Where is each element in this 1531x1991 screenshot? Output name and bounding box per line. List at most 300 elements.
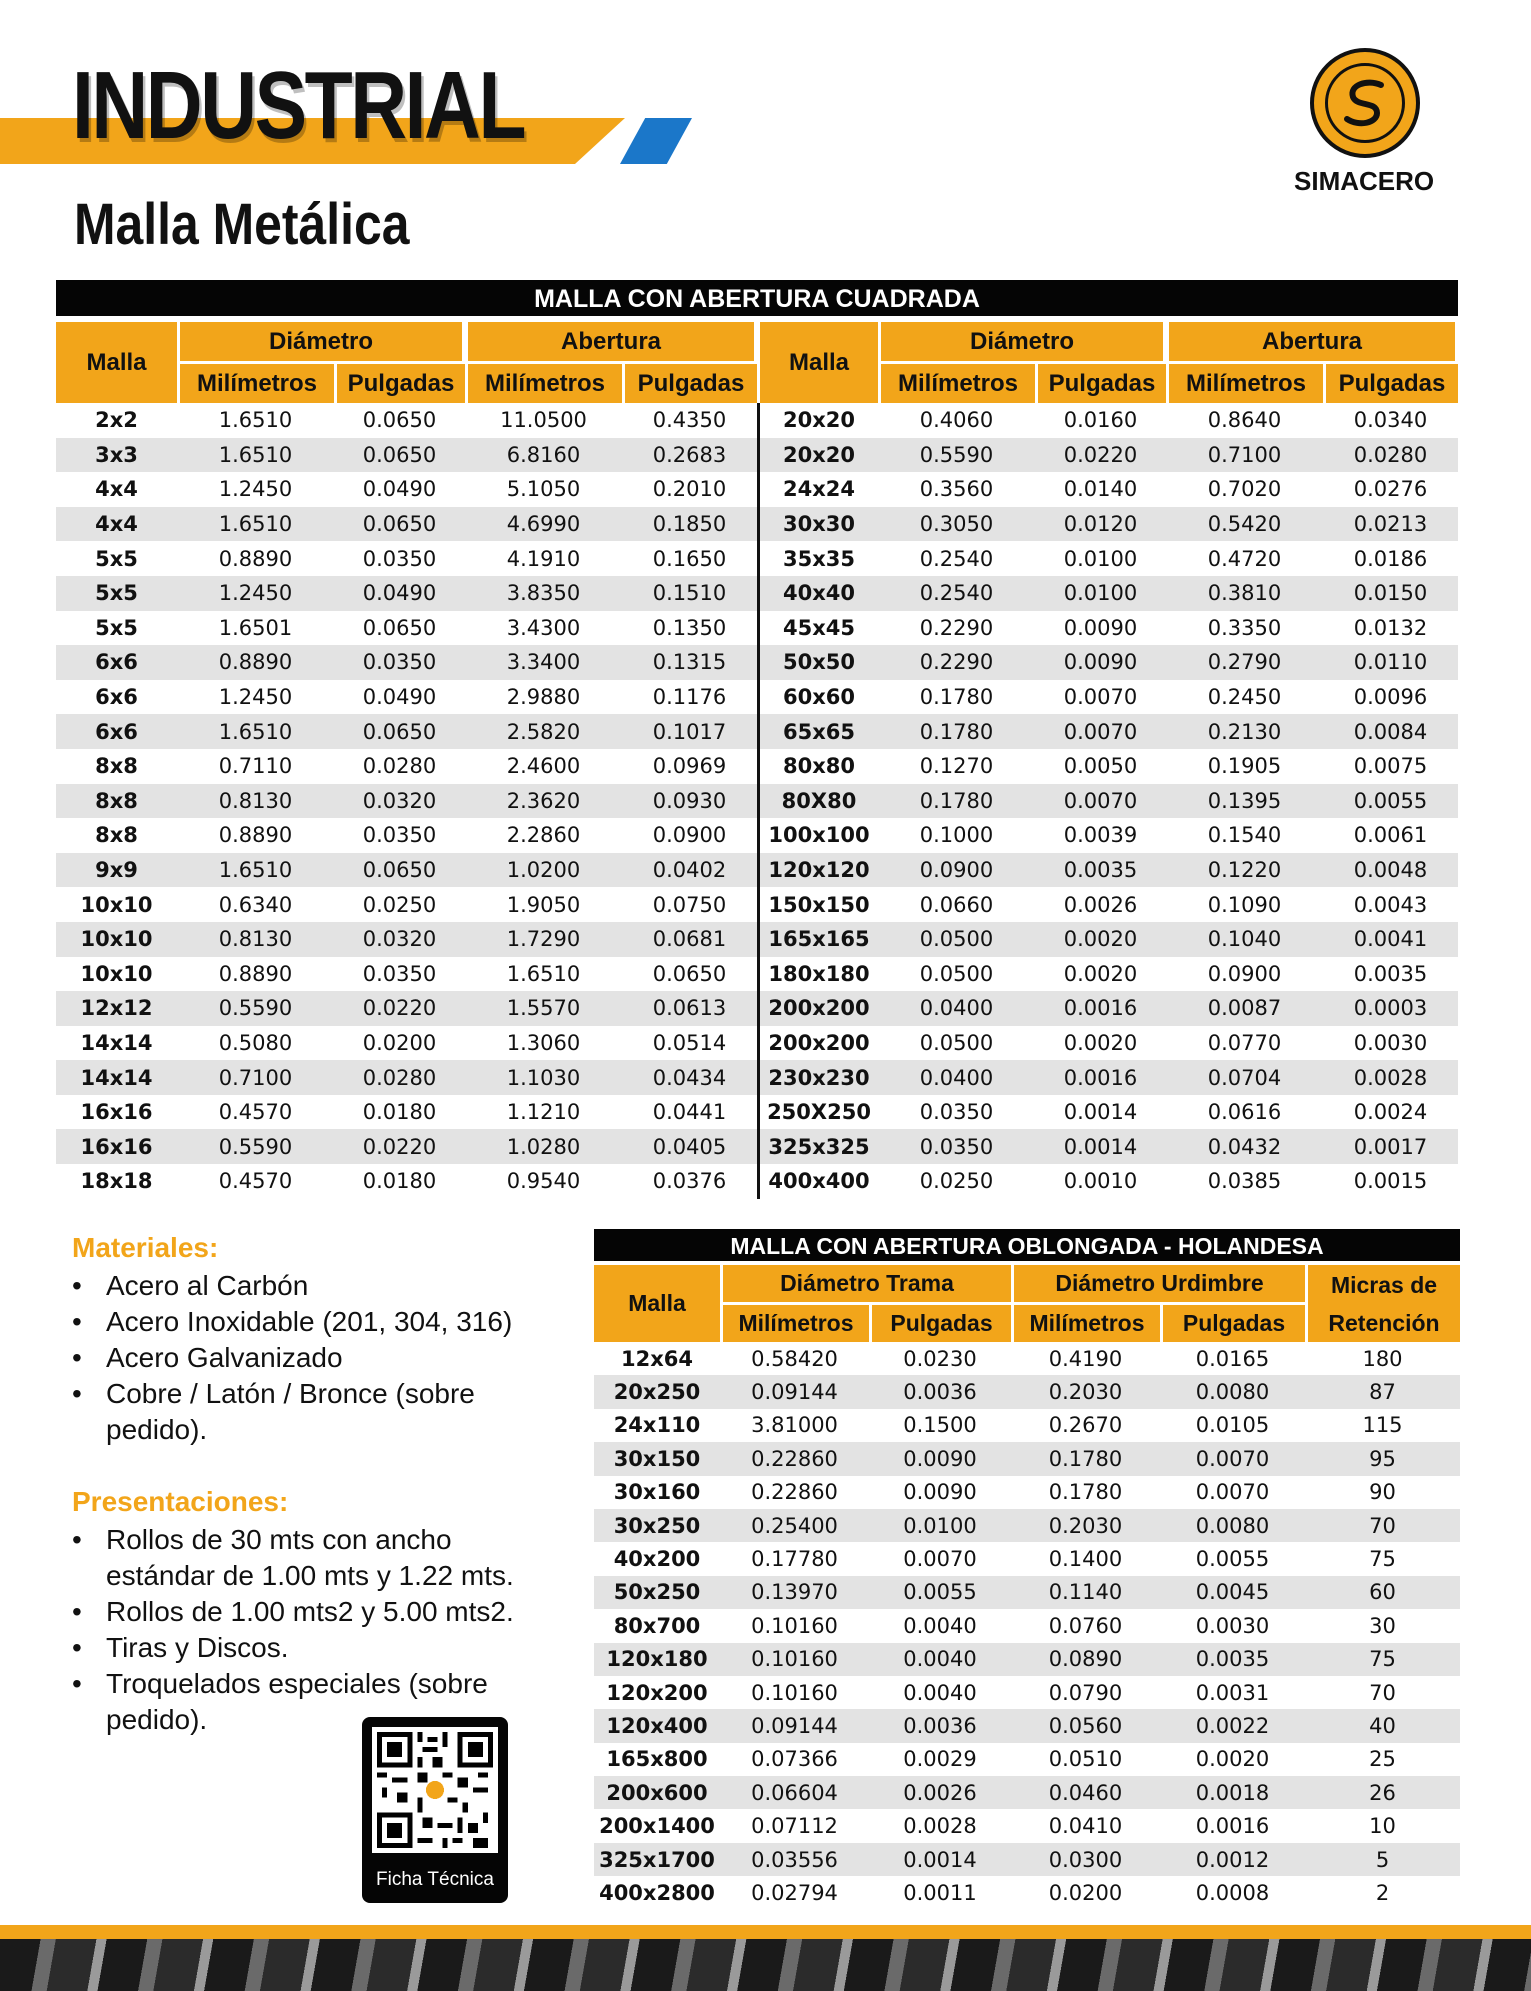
value-cell: 0.7100 bbox=[1166, 438, 1323, 473]
value-cell: 0.1395 bbox=[1166, 784, 1323, 819]
value-cell: 0.0014 bbox=[1035, 1129, 1166, 1164]
value-cell: 0.0180 bbox=[362, 1169, 437, 1194]
oblong-mesh-table bbox=[594, 1265, 1460, 1910]
list-item: • Acero al Carbón bbox=[72, 1268, 552, 1304]
value-cell: 0.2683 bbox=[622, 438, 757, 473]
table-row bbox=[56, 472, 1458, 507]
value-cell: 0.0031 bbox=[1195, 1680, 1270, 1705]
value-cell: 0.0165 bbox=[1195, 1346, 1270, 1371]
table-row bbox=[56, 991, 1458, 1026]
header-mm: Milímetros bbox=[177, 364, 334, 403]
mesh-cell: 120x180 bbox=[594, 1643, 720, 1676]
mesh-cell: 10x10 bbox=[80, 892, 153, 917]
value-cell: 0.0096 bbox=[1353, 685, 1428, 710]
value-cell: 0.0350 bbox=[878, 1129, 1035, 1164]
value-cell: 0.0036 bbox=[869, 1375, 1011, 1408]
value-cell: 0.8130 bbox=[177, 784, 334, 819]
value-cell: 0.0048 bbox=[1323, 853, 1458, 888]
value-cell: 0.0650 bbox=[362, 615, 437, 640]
value-cell: 25 bbox=[1369, 1747, 1396, 1772]
mesh-cell: 120x120 bbox=[757, 853, 878, 888]
value-cell: 0.1040 bbox=[1166, 922, 1323, 957]
value-cell: 0.0790 bbox=[1048, 1680, 1123, 1705]
value-cell: 0.0070 bbox=[1160, 1442, 1305, 1475]
value-cell: 0.0026 bbox=[1063, 892, 1138, 917]
oblong-table-title: MALLA CON ABERTURA OBLONGADA - HOLANDESA bbox=[594, 1229, 1460, 1261]
value-cell: 0.09144 bbox=[720, 1709, 869, 1742]
value-cell: 0.0900 bbox=[1207, 961, 1282, 986]
value-cell: 0.0070 bbox=[1035, 714, 1166, 749]
mesh-cell: 9x9 bbox=[56, 853, 177, 888]
brand-name: SIMACERO bbox=[1294, 166, 1435, 196]
mesh-cell: 100x100 bbox=[757, 818, 878, 853]
value-cell: 0.2790 bbox=[1166, 645, 1323, 680]
mesh-cell: 12x12 bbox=[56, 991, 177, 1026]
value-cell: 87 bbox=[1305, 1375, 1460, 1408]
value-cell: 0.0750 bbox=[652, 892, 727, 917]
value-cell: 0.2540 bbox=[878, 576, 1035, 611]
mesh-cell: 80x80 bbox=[757, 749, 878, 784]
table-row bbox=[56, 1026, 1458, 1061]
value-cell: 0.0410 bbox=[1048, 1814, 1123, 1839]
table-row bbox=[56, 784, 1458, 819]
value-cell: 0.0026 bbox=[869, 1776, 1011, 1809]
table-row bbox=[56, 887, 1458, 922]
value-cell: 1.7290 bbox=[465, 922, 622, 957]
header-mm: Milímetros bbox=[720, 1305, 869, 1342]
list-item: • Rollos de 30 mts con ancho estándar de 1.00 mts y 1.22 mts. bbox=[72, 1522, 552, 1594]
value-cell: 0.0090 bbox=[1063, 615, 1138, 640]
value-cell: 0.1780 bbox=[878, 714, 1035, 749]
value-cell: 0.2670 bbox=[1048, 1413, 1123, 1438]
value-cell: 0.0490 bbox=[362, 685, 437, 710]
mesh-cell: 45x45 bbox=[757, 611, 878, 646]
value-cell: 0.0010 bbox=[1063, 1169, 1138, 1194]
value-cell: 0.0150 bbox=[1323, 576, 1458, 611]
value-cell: 0.0016 bbox=[1195, 1814, 1270, 1839]
value-cell: 0.0043 bbox=[1353, 892, 1428, 917]
value-cell: 0.0500 bbox=[919, 1030, 994, 1055]
value-cell: 95 bbox=[1305, 1442, 1460, 1475]
table-row bbox=[594, 1809, 1460, 1842]
table-row bbox=[56, 922, 1458, 957]
value-cell: 3.4300 bbox=[506, 615, 581, 640]
value-cell: 0.0016 bbox=[1035, 991, 1166, 1026]
mesh-cell: 10x10 bbox=[80, 961, 153, 986]
table-row bbox=[56, 853, 1458, 888]
value-cell: 0.2450 bbox=[1207, 685, 1282, 710]
mesh-cell: 80X80 bbox=[757, 784, 878, 819]
header-abertura: Abertura bbox=[465, 322, 757, 364]
value-cell: 0.0560 bbox=[1011, 1709, 1160, 1742]
page-title: INDUSTRIAL bbox=[72, 52, 525, 159]
value-cell: 0.0028 bbox=[903, 1814, 977, 1839]
value-cell: 0.0704 bbox=[1166, 1060, 1323, 1095]
value-cell: 0.1780 bbox=[1011, 1442, 1160, 1475]
value-cell: 1.9050 bbox=[506, 892, 581, 917]
value-cell: 0.0500 bbox=[919, 961, 994, 986]
materiales-list bbox=[72, 1268, 552, 1448]
mesh-cell: 50x50 bbox=[757, 645, 878, 680]
table-row bbox=[594, 1542, 1460, 1575]
value-cell: 0.5420 bbox=[1166, 507, 1323, 542]
value-cell: 4.6990 bbox=[465, 507, 622, 542]
value-cell: 0.1780 bbox=[919, 685, 994, 710]
value-cell: 0.0100 bbox=[1035, 576, 1166, 611]
mesh-cell: 20x250 bbox=[594, 1375, 720, 1408]
table-row bbox=[594, 1709, 1460, 1742]
table-row bbox=[594, 1676, 1460, 1709]
value-cell: 0.0035 bbox=[1035, 853, 1166, 888]
value-cell: 70 bbox=[1305, 1509, 1460, 1542]
value-cell: 0.5590 bbox=[878, 438, 1035, 473]
value-cell: 0.1315 bbox=[622, 645, 757, 680]
value-cell: 0.0514 bbox=[652, 1030, 727, 1055]
mesh-cell: 10x10 bbox=[56, 922, 177, 957]
value-cell: 0.1000 bbox=[919, 823, 994, 848]
mesh-cell: 200x600 bbox=[594, 1776, 720, 1809]
value-cell: 0.8890 bbox=[218, 546, 293, 571]
value-cell: 0.1220 bbox=[1166, 853, 1323, 888]
value-cell: 0.0650 bbox=[362, 408, 437, 433]
value-cell: 0.0090 bbox=[869, 1442, 1011, 1475]
value-cell: 0.1270 bbox=[919, 754, 994, 779]
header-in: Pulgadas bbox=[1160, 1305, 1305, 1342]
value-cell: 0.0040 bbox=[869, 1643, 1011, 1676]
value-cell: 0.0020 bbox=[1063, 961, 1138, 986]
value-cell: 0.1540 bbox=[1207, 823, 1282, 848]
header-in: Pulgadas bbox=[869, 1305, 1011, 1342]
mesh-cell: 400x400 bbox=[757, 1164, 878, 1199]
value-cell: 0.2290 bbox=[919, 615, 994, 640]
mesh-cell: 12x64 bbox=[621, 1346, 693, 1371]
value-cell: 0.7020 bbox=[1207, 477, 1282, 502]
table-row bbox=[56, 957, 1458, 992]
value-cell: 0.0022 bbox=[1160, 1709, 1305, 1742]
value-cell: 0.10160 bbox=[720, 1643, 869, 1676]
value-cell: 0.2010 bbox=[652, 477, 727, 502]
mesh-cell: 6x6 bbox=[95, 685, 138, 710]
value-cell: 0.0432 bbox=[1166, 1129, 1323, 1164]
value-cell: 0.0080 bbox=[1160, 1509, 1305, 1542]
value-cell: 0.0770 bbox=[1207, 1030, 1282, 1055]
mesh-cell: 200x1400 bbox=[599, 1814, 715, 1839]
value-cell: 0.0650 bbox=[652, 961, 727, 986]
mesh-cell: 65x65 bbox=[757, 714, 878, 749]
table-row bbox=[56, 645, 1458, 680]
value-cell: 0.0040 bbox=[903, 1680, 977, 1705]
mesh-cell: 24x110 bbox=[613, 1413, 701, 1438]
mesh-cell: 3x3 bbox=[56, 438, 177, 473]
value-cell: 0.0087 bbox=[1166, 991, 1323, 1026]
value-cell: 0.0220 bbox=[334, 1129, 465, 1164]
list-item: • Rollos de 1.00 mts2 y 5.00 mts2. bbox=[72, 1594, 552, 1630]
value-cell: 0.0500 bbox=[878, 922, 1035, 957]
mesh-cell: 200x200 bbox=[757, 991, 878, 1026]
mesh-cell: 8x8 bbox=[95, 754, 138, 779]
value-cell: 0.0055 bbox=[1195, 1547, 1270, 1572]
simacero-logo-icon bbox=[1310, 48, 1420, 158]
table-row bbox=[594, 1743, 1460, 1776]
value-cell: 0.0035 bbox=[1160, 1643, 1305, 1676]
table-row bbox=[56, 438, 1458, 473]
value-cell: 0.0220 bbox=[334, 991, 465, 1026]
value-cell: 0.0070 bbox=[903, 1547, 977, 1572]
value-cell: 0.0890 bbox=[1011, 1643, 1160, 1676]
value-cell: 0.0045 bbox=[1160, 1576, 1305, 1609]
value-cell: 0.0017 bbox=[1323, 1129, 1458, 1164]
value-cell: 0.4570 bbox=[218, 1100, 293, 1125]
value-cell: 0.0340 bbox=[1353, 408, 1428, 433]
value-cell: 2.4600 bbox=[506, 754, 581, 779]
value-cell: 2.2860 bbox=[506, 823, 581, 848]
value-cell: 0.2130 bbox=[1166, 714, 1323, 749]
mesh-cell: 6x6 bbox=[56, 714, 177, 749]
value-cell: 0.06604 bbox=[720, 1776, 869, 1809]
table-row bbox=[56, 611, 1458, 646]
table-row bbox=[56, 507, 1458, 542]
header-abertura: Abertura bbox=[1166, 322, 1458, 364]
list-item: • Troquelados especiales (sobre pedido). bbox=[72, 1666, 552, 1738]
value-cell: 0.1905 bbox=[1207, 754, 1282, 779]
header-malla: Malla bbox=[594, 1265, 720, 1342]
mesh-cell: 16x16 bbox=[56, 1129, 177, 1164]
mesh-cell: 5x5 bbox=[95, 546, 138, 571]
value-cell: 0.0385 bbox=[1207, 1169, 1282, 1194]
value-cell: 0.0350 bbox=[362, 546, 437, 571]
mesh-cell: 60x60 bbox=[757, 680, 878, 715]
value-cell: 0.0100 bbox=[1063, 546, 1138, 571]
mesh-cell: 18x18 bbox=[80, 1169, 153, 1194]
value-cell: 0.0650 bbox=[334, 714, 465, 749]
mesh-cell: 24x24 bbox=[757, 472, 878, 507]
mesh-cell: 325x325 bbox=[757, 1129, 878, 1164]
mesh-cell: 150x150 bbox=[757, 887, 878, 922]
table-row bbox=[594, 1476, 1460, 1509]
value-cell: 0.5080 bbox=[218, 1030, 293, 1055]
header-in: Pulgadas bbox=[622, 364, 757, 403]
mesh-cell: 400x2800 bbox=[599, 1880, 715, 1905]
value-cell: 0.4190 bbox=[1048, 1346, 1123, 1371]
table-row bbox=[56, 1095, 1458, 1130]
mesh-cell: 325x1700 bbox=[594, 1843, 720, 1876]
value-cell: 0.2290 bbox=[878, 645, 1035, 680]
qr-code-card[interactable] bbox=[362, 1717, 508, 1903]
value-cell: 0.0400 bbox=[878, 1060, 1035, 1095]
mesh-cell: 30x150 bbox=[594, 1442, 720, 1475]
value-cell: 75 bbox=[1305, 1643, 1460, 1676]
value-cell: 0.0280 bbox=[1323, 438, 1458, 473]
value-cell: 0.0014 bbox=[1063, 1100, 1138, 1125]
header-mm: Milímetros bbox=[465, 364, 622, 403]
presentaciones-list bbox=[72, 1522, 552, 1738]
value-cell: 0.6340 bbox=[218, 892, 293, 917]
value-cell: 1.1210 bbox=[506, 1100, 581, 1125]
value-cell: 0.0400 bbox=[878, 991, 1035, 1026]
value-cell: 0.4060 bbox=[919, 408, 994, 433]
value-cell: 26 bbox=[1305, 1776, 1460, 1809]
header-in: Pulgadas bbox=[1323, 364, 1458, 403]
value-cell: 1.6510 bbox=[506, 961, 581, 986]
footer-accent-line bbox=[0, 1925, 1531, 1939]
table-row bbox=[56, 1164, 1458, 1199]
value-cell: 5.1050 bbox=[506, 477, 581, 502]
qr-label: Ficha Técnica bbox=[376, 1869, 494, 1890]
value-cell: 1.6510 bbox=[177, 438, 334, 473]
header-malla: Malla bbox=[56, 322, 177, 403]
value-cell: 0.3560 bbox=[919, 477, 994, 502]
value-cell: 0.03556 bbox=[720, 1843, 869, 1876]
value-cell: 0.4570 bbox=[218, 1169, 293, 1194]
value-cell: 11.0500 bbox=[500, 408, 587, 433]
value-cell: 0.0140 bbox=[1063, 477, 1138, 502]
value-cell: 0.0132 bbox=[1353, 615, 1428, 640]
mesh-cell: 2x2 bbox=[95, 408, 138, 433]
value-cell: 0.8640 bbox=[1207, 408, 1282, 433]
header-malla: Malla bbox=[757, 322, 878, 403]
value-cell: 0.0120 bbox=[1035, 507, 1166, 542]
value-cell: 0.0350 bbox=[362, 823, 437, 848]
table-row bbox=[594, 1876, 1460, 1909]
table-row bbox=[56, 714, 1458, 749]
value-cell: 1.5570 bbox=[465, 991, 622, 1026]
value-cell: 0.1017 bbox=[622, 714, 757, 749]
table-row bbox=[594, 1776, 1460, 1809]
value-cell: 40 bbox=[1305, 1709, 1460, 1742]
value-cell: 0.0900 bbox=[652, 823, 727, 848]
table-row bbox=[56, 541, 1458, 576]
mesh-cell: 30x30 bbox=[757, 507, 878, 542]
value-cell: 0.0490 bbox=[334, 576, 465, 611]
value-cell: 0.25400 bbox=[720, 1509, 869, 1542]
value-cell: 3.81000 bbox=[751, 1413, 838, 1438]
header-blue-accent bbox=[620, 118, 692, 164]
value-cell: 0.0681 bbox=[622, 922, 757, 957]
value-cell: 0.1500 bbox=[903, 1413, 977, 1438]
value-cell: 0.0510 bbox=[1048, 1747, 1123, 1772]
value-cell: 1.0200 bbox=[465, 853, 622, 888]
value-cell: 0.0011 bbox=[903, 1880, 977, 1905]
value-cell: 0.0300 bbox=[1011, 1843, 1160, 1876]
mesh-cell: 14x14 bbox=[80, 1030, 153, 1055]
value-cell: 180 bbox=[1362, 1346, 1403, 1371]
value-cell: 0.0441 bbox=[652, 1100, 727, 1125]
header-diametro-trama: Diámetro Trama bbox=[720, 1265, 1011, 1305]
value-cell: 0.0250 bbox=[919, 1169, 994, 1194]
value-cell: 0.0650 bbox=[334, 853, 465, 888]
value-cell: 0.1350 bbox=[652, 615, 727, 640]
mesh-cell: 8x8 bbox=[56, 784, 177, 819]
value-cell: 0.0055 bbox=[1323, 784, 1458, 819]
value-cell: 0.0039 bbox=[1063, 823, 1138, 848]
value-cell: 6.8160 bbox=[465, 438, 622, 473]
value-cell: 0.1140 bbox=[1011, 1576, 1160, 1609]
footer-mesh-photo bbox=[0, 1939, 1531, 1991]
square-mesh-table bbox=[56, 322, 1458, 1199]
table-row bbox=[594, 1342, 1460, 1375]
mesh-cell: 80x700 bbox=[613, 1613, 701, 1638]
value-cell: 0.0036 bbox=[869, 1709, 1011, 1742]
value-cell: 0.0012 bbox=[1160, 1843, 1305, 1876]
table-row bbox=[56, 403, 1458, 438]
value-cell: 0.0276 bbox=[1353, 477, 1428, 502]
table-row bbox=[594, 1609, 1460, 1642]
table-row bbox=[56, 1129, 1458, 1164]
mesh-cell: 14x14 bbox=[56, 1060, 177, 1095]
value-cell: 0.0660 bbox=[919, 892, 994, 917]
value-cell: 1.3060 bbox=[506, 1030, 581, 1055]
header-mm: Milímetros bbox=[878, 364, 1035, 403]
mesh-cell: 120x200 bbox=[606, 1680, 708, 1705]
value-cell: 1.6510 bbox=[177, 714, 334, 749]
value-cell: 2 bbox=[1375, 1880, 1390, 1905]
value-cell: 5 bbox=[1305, 1843, 1460, 1876]
presentaciones-title: Presentaciones: bbox=[72, 1486, 289, 1517]
mesh-cell: 20x20 bbox=[757, 403, 878, 438]
value-cell: 0.0029 bbox=[903, 1747, 977, 1772]
value-cell: 0.0028 bbox=[1323, 1060, 1458, 1095]
mesh-cell: 8x8 bbox=[95, 823, 138, 848]
value-cell: 0.1780 bbox=[878, 784, 1035, 819]
value-cell: 1.0280 bbox=[465, 1129, 622, 1164]
table-row bbox=[594, 1509, 1460, 1542]
header-micras-1: Micras de bbox=[1305, 1265, 1460, 1305]
value-cell: 0.0616 bbox=[1207, 1100, 1282, 1125]
value-cell: 0.0320 bbox=[334, 784, 465, 819]
value-cell: 0.1780 bbox=[1048, 1480, 1123, 1505]
value-cell: 0.0008 bbox=[1195, 1880, 1270, 1905]
table-row bbox=[56, 818, 1458, 853]
value-cell: 1.1030 bbox=[465, 1060, 622, 1095]
mesh-cell: 20x20 bbox=[757, 438, 878, 473]
header-mm: Milímetros bbox=[1011, 1305, 1160, 1342]
value-cell: 0.0018 bbox=[1160, 1776, 1305, 1809]
value-cell: 0.1090 bbox=[1207, 892, 1282, 917]
mesh-cell: 4x4 bbox=[56, 507, 177, 542]
page-subtitle: Malla Metálica bbox=[74, 192, 410, 257]
value-cell: 0.0350 bbox=[334, 645, 465, 680]
table-row bbox=[594, 1375, 1460, 1408]
qr-code-icon bbox=[372, 1727, 498, 1853]
value-cell: 1.6510 bbox=[177, 853, 334, 888]
value-cell: 1.6510 bbox=[177, 507, 334, 542]
value-cell: 70 bbox=[1369, 1680, 1396, 1705]
mesh-cell: 5x5 bbox=[56, 576, 177, 611]
mesh-cell: 30x250 bbox=[594, 1509, 720, 1542]
value-cell: 0.0050 bbox=[1063, 754, 1138, 779]
value-cell: 1.2450 bbox=[177, 576, 334, 611]
value-cell: 0.0070 bbox=[1195, 1480, 1270, 1505]
value-cell: 0.8130 bbox=[177, 922, 334, 957]
header-diametro: Diámetro bbox=[878, 322, 1166, 364]
value-cell: 90 bbox=[1369, 1480, 1396, 1505]
mesh-cell: 35x35 bbox=[757, 541, 878, 576]
table-row bbox=[56, 749, 1458, 784]
table-row bbox=[594, 1643, 1460, 1676]
value-cell: 4.1910 bbox=[506, 546, 581, 571]
value-cell: 0.0280 bbox=[362, 754, 437, 779]
mesh-cell: 16x16 bbox=[80, 1100, 153, 1125]
value-cell: 0.0376 bbox=[652, 1169, 727, 1194]
value-cell: 0.0460 bbox=[1011, 1776, 1160, 1809]
value-cell: 0.0613 bbox=[622, 991, 757, 1026]
value-cell: 0.0110 bbox=[1323, 645, 1458, 680]
mesh-cell: 5x5 bbox=[95, 615, 138, 640]
mesh-cell: 180x180 bbox=[757, 957, 878, 992]
value-cell: 0.1850 bbox=[622, 507, 757, 542]
value-cell: 0.07112 bbox=[751, 1814, 838, 1839]
value-cell: 60 bbox=[1305, 1576, 1460, 1609]
